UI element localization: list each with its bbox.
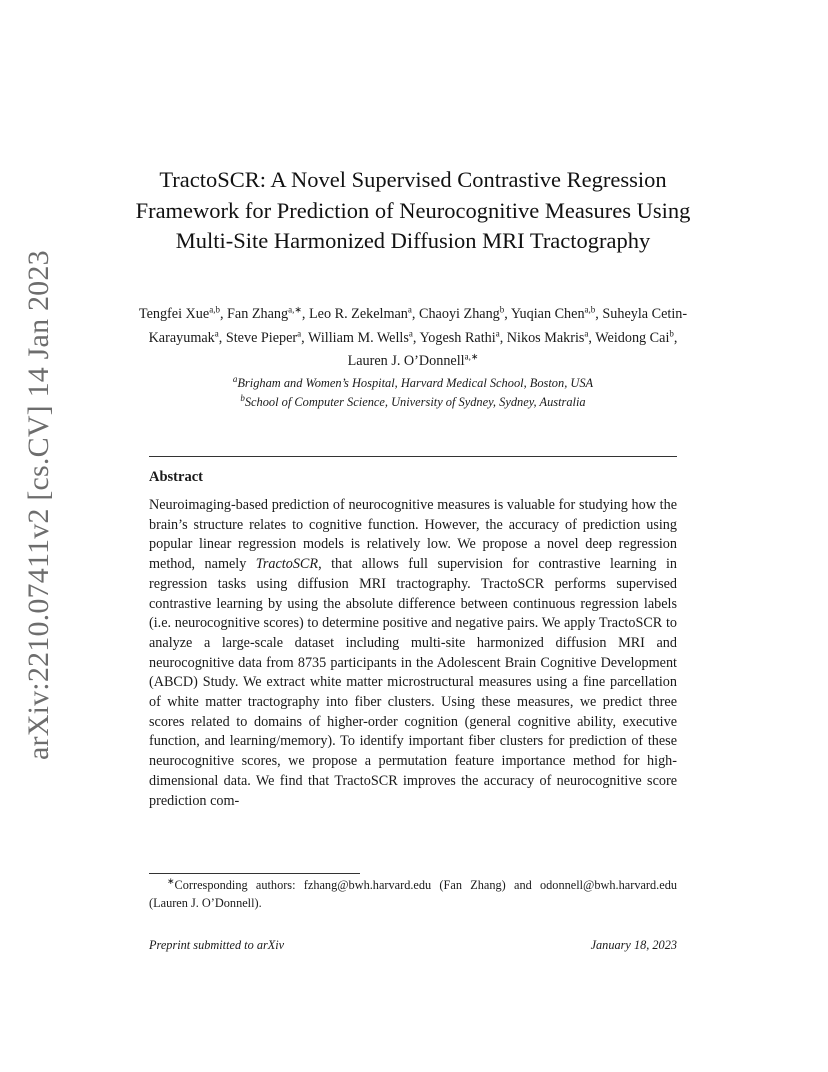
affiliation-list (130, 374, 696, 412)
author-name: Yuqian Chen (510, 306, 585, 322)
paper-title: TractoSCR: A Novel Supervised Contrastive Regression Framework for Prediction of Neurocognitive Measures Using Multi-Site Harmonized Diffusion MRI Tractography (135, 167, 691, 253)
author-separator: , (411, 306, 419, 322)
author (595, 327, 678, 346)
author-separator: , (301, 329, 308, 346)
author (227, 306, 309, 322)
author-affiliation-mark: a,b (209, 304, 220, 315)
corresponding-author-footnote (149, 877, 677, 912)
author (511, 306, 603, 322)
affiliation (130, 393, 696, 412)
author-separator: , (499, 329, 507, 346)
author-affiliation-mark: a,b (584, 304, 596, 315)
affiliation-text: Brigham and Women’s Hospital, Harvard Medical School, Boston, USA (237, 376, 594, 390)
author-separator: , (219, 306, 228, 322)
author-separator: , (673, 329, 678, 346)
footnote-text: Corresponding authors: fzhang@bwh.harvard.edu (Fan Zhang) and odonnell@bwh.harvard.edu (Lauren J. O’Donnell). (149, 878, 677, 910)
author-list (130, 303, 696, 374)
submission-date: January 18, 2023 (590, 938, 677, 952)
author-affiliation-mark: a,∗ (464, 351, 479, 362)
footnote-rule (149, 873, 360, 874)
author-affiliation-mark: a (408, 327, 413, 338)
author-separator: , (588, 329, 596, 346)
author (225, 327, 308, 346)
author-separator: , (504, 306, 511, 322)
affiliation-text: School of Computer Science, University of Sydney, Sydney, Australia (244, 395, 586, 409)
affiliation (130, 374, 696, 393)
footnote-mark: ∗ (167, 875, 175, 886)
author-name: Weidong Cai (595, 329, 670, 346)
author-name: Steve Pieper (225, 329, 298, 346)
author-affiliation-mark: b (669, 327, 674, 338)
author-affiliation-mark: a (297, 327, 302, 338)
affiliation-mark: a (232, 373, 238, 384)
author-name: Leo R. Zekelman (309, 306, 408, 322)
author (139, 306, 227, 322)
author-affiliation-mark: a (214, 327, 219, 338)
author (309, 306, 419, 322)
author-name: Yogesh Rathi (419, 329, 496, 346)
author-name: Fan Zhang (227, 306, 289, 322)
abstract-text-before: Neuroimaging-based prediction of neurocognitive measures is valuable for studying how the brain’s structure relates to cognitive function. However, the accuracy of prediction using popular linear regression models is relatively low. We propose a novel deep regression method, namely (149, 497, 677, 573)
author-separator: , (301, 306, 310, 322)
abstract-text-after: , that allows full supervision for contrastive learning in regression tasks using diffusion MRI tractography. TractoSCR performs supervised contrastive learning by using the absolute difference between continuous regression labels (i.e. neurocognitive scores) to determine positive and negative pairs. We apply TractoSCR to analyze a large-scale dataset including multi-site harmonized diffusion MRI and neurocognitive data from 8735 participants in the Adolescent Brain Cognitive Development (ABCD) Study. We extract white matter microstructural measures using a fine parcellation of white matter tractography into fiber clusters. Using these measures, we predict three scores related to domains of higher-order cognition (general cognitive ability, executive function, and learning/memory). To identify important fiber clusters for prediction of these neurocognitive scores, we propose a permutation feature importance method for high-dimensional data. We find that TractoSCR improves the accuracy of neurocognitive score prediction com- (149, 556, 677, 809)
author (506, 327, 596, 346)
author (348, 353, 479, 369)
author-separator: , (412, 329, 420, 346)
author-affiliation-mark: a (495, 327, 500, 338)
abstract-top-rule (149, 456, 677, 457)
author-name: Nikos Makris (506, 329, 585, 346)
author-name: William M. Wells (308, 329, 409, 346)
abstract-body (149, 496, 677, 811)
author-name: Suheyla Cetin-Karayumak (148, 306, 688, 346)
arxiv-identifier-stamp: arXiv:2210.07411v2 [cs.CV] 14 Jan 2023 (22, 250, 55, 760)
author-separator: , (595, 306, 603, 322)
preprint-note: Preprint submitted to arXiv (149, 938, 285, 952)
author-affiliation-mark: a (584, 327, 589, 338)
author (419, 306, 511, 322)
method-name: TractoSCR (255, 556, 319, 573)
affiliation-mark: b (240, 392, 245, 403)
author-separator: , (218, 329, 226, 346)
author (419, 327, 507, 346)
author-name: Chaoyi Zhang (419, 306, 500, 322)
author-affiliation-mark: a (407, 304, 412, 315)
abstract-heading: Abstract (149, 469, 203, 485)
author (308, 327, 420, 346)
author-affiliation-mark: a,∗ (288, 304, 302, 315)
author-name: Lauren J. O’Donnell (347, 353, 465, 369)
author-affiliation-mark: b (499, 304, 505, 315)
author-name: Tengfei Xue (138, 306, 210, 322)
